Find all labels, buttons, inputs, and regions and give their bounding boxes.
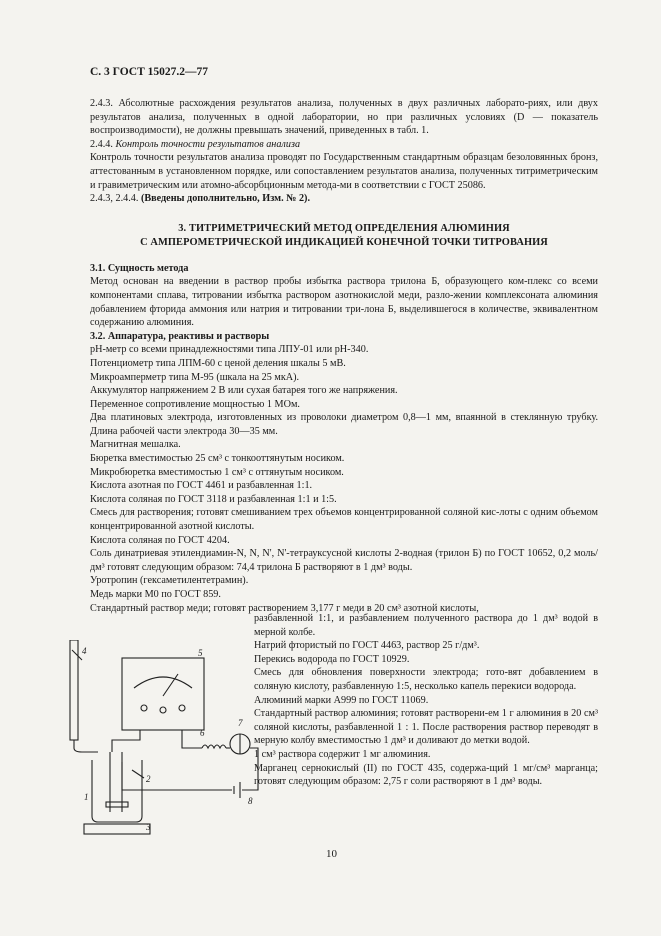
page-header: С. 3 ГОСТ 15027.2—77 bbox=[90, 66, 209, 78]
amendment-note: (Введены дополнительно, Изм. № 2). bbox=[140, 193, 311, 205]
wire bbox=[112, 730, 140, 752]
list-item: Стандартный раствор алюминия; готовят растворени-ем 1 г алюминия в 20 см³ соляной кислоты, разбавленной 1 : 1. После растворения раствор переводят в мерную колбу вместимостью 1 дм³ и доливают до метки водой. bbox=[254, 708, 598, 747]
list-item: Микробюретка вместимостью 1 см³ с оттянутым носиком. bbox=[90, 466, 344, 478]
list-item: Бюретка вместимостью 25 см³ с тонкооттянутым носиком. bbox=[90, 453, 345, 465]
list-item: Кислота азотная по ГОСТ 4461 и разбавленная 1:1. bbox=[90, 480, 313, 492]
figure-label: 7 bbox=[238, 718, 243, 728]
list-item: Микроамперметр типа М-95 (шкала на 25 мкА). bbox=[90, 371, 300, 383]
list-item: Марганец сернокислый (II) по ГОСТ 435, содержа-щий 1 мг/см³ марганца; готовят следующим образом: 2,75 г соли растворяют в 1 дм³ воды. bbox=[254, 762, 598, 788]
figure-label: 8 bbox=[248, 796, 253, 806]
list-item: Кислота соляная по ГОСТ 3118 и разбавленная 1:1 и 1:5. bbox=[90, 493, 337, 505]
figure-label: 5 bbox=[198, 648, 203, 658]
paragraph-text: 2.4.3. Абсолютные расхождения результатов анализа, полученных в двух различных лаборато-риях, или двух результатов анализа, полученных в одной лаборатории, но при различных условиях (D — показатель воспроизводимости), не должны превышать значений, приведенных в табл. 1. bbox=[90, 98, 598, 137]
list-item: Соль динатриевая этилендиамин-N, N, N', N'-тетрауксусной кислоты 2-водная (трилон Б) по ГОСТ 10652, 0,2 моль/дм³ готовят следующим образом: 74,4 трилона Б растворяют в 1 дм³ воды. bbox=[90, 548, 598, 573]
list-item: разбавленной 1:1, и разбавлением полученного раствора до 1 дм³ водой в мерной колбе. bbox=[254, 613, 598, 638]
beaker bbox=[92, 760, 142, 822]
list-item: Смесь для растворения; готовят смешиванием трех объемов концентрированной соляной кис-лоты с одним объемом концентрированной азотной кислоты. bbox=[90, 507, 598, 533]
leader-line bbox=[72, 650, 82, 660]
subsection-3-2-title: 3.2. Аппаратура, реактивы и растворы bbox=[90, 330, 270, 342]
list-item: pH-метр со всеми принадлежностями типа ЛПУ-01 или pH-340. bbox=[90, 344, 369, 356]
main-text bbox=[90, 97, 598, 615]
list-item: Медь марки М0 по ГОСТ 859. bbox=[90, 589, 221, 600]
meter-terminal bbox=[179, 705, 185, 711]
list-item: Уротропин (гексаметилентетрамин). bbox=[90, 575, 249, 587]
list-item: Смесь для обновления поверхности электрода; гото-вят добавлением в соляную кислоту, разбавленную 1:5, несколько капель перекиси водорода. bbox=[254, 667, 598, 692]
wire bbox=[182, 730, 202, 748]
figure-label: 6 bbox=[200, 728, 205, 738]
list-item: Алюминий марки А999 по ГОСТ 11069. bbox=[254, 694, 429, 706]
list-item: Кислота соляная по ГОСТ 4204. bbox=[90, 534, 230, 546]
microammeter bbox=[122, 658, 204, 730]
list-item: Переменное сопротивление мощностью 1 МОм. bbox=[90, 398, 300, 410]
list-item: Аккумулятор напряжением 2 В или сухая батарея того же напряжения. bbox=[90, 385, 398, 397]
section-title bbox=[90, 222, 598, 250]
figure-label: 4 bbox=[82, 646, 87, 656]
paragraph-amendment bbox=[90, 192, 598, 206]
right-column-text bbox=[254, 612, 598, 789]
section-title-line-1: 3. ТИТРИМЕТРИЧЕСКИЙ МЕТОД ОПРЕДЕЛЕНИЯ АЛЮМИНИЯ bbox=[178, 222, 510, 234]
section-title-line-2: С АМПЕРОМЕТРИЧЕСКОЙ ИНДИКАЦИЕЙ КОНЕЧНОЙ ТОЧКИ ТИТРОВАНИЯ bbox=[140, 236, 548, 248]
list-item: Натрий фтористый по ГОСТ 4463, раствор 25 г/дм³. bbox=[254, 640, 480, 652]
burette-tip bbox=[74, 740, 98, 752]
stirrer-bar bbox=[106, 802, 128, 807]
clause-title: Контроль точности результатов анализа bbox=[115, 138, 301, 150]
list-item: Стандартный раствор меди; готовят растворением 3,177 г меди в 20 см³ азотной кислоты, bbox=[90, 602, 479, 614]
list-item: Потенциометр типа ЛПМ-60 с ценой деления шкалы 5 мВ. bbox=[90, 357, 346, 369]
resistor bbox=[202, 745, 226, 748]
figure-label: 3 bbox=[146, 822, 151, 832]
subsection-3-1-title: 3.1. Сущность метода bbox=[90, 262, 189, 274]
meter-terminal bbox=[141, 705, 147, 711]
list-item: Перекись водорода по ГОСТ 10929. bbox=[254, 653, 410, 665]
meter-scale bbox=[134, 677, 192, 688]
paragraph-2-4-3 bbox=[90, 97, 598, 138]
wire bbox=[242, 748, 258, 790]
paragraph-text: Контроль точности результатов анализа проводят по Государственным стандартным образцам безоловянных бронз, аттестованным в установленном порядке, или сопоставлением результатов анализа, полученных титриметрическим и гравиметрическим или атомно-абсорбционным метода-ми в соответствии с ГОСТ 25086. bbox=[90, 152, 598, 191]
subsection-3-1-text: Метод основан на введении в раствор пробы избытка раствора трилона Б, образующего ком-плекс со всеми компонентами сплава, титровании избытка раствором азотнокислой меди, разло-жении комплексоната алюминия добавлением фторида аммония или натрия и титровании три-лона Б, выделившегося в количестве, эквивалентном содержанию алюминия. bbox=[90, 276, 598, 329]
clause-number: 2.4.4. bbox=[90, 138, 113, 150]
paragraph-accuracy-control bbox=[90, 151, 598, 192]
figure-label: 2 bbox=[146, 774, 151, 784]
wire bbox=[122, 762, 232, 790]
list-item: 1 см³ раствора содержит 1 мг алюминия. bbox=[254, 748, 431, 760]
clause-number: 2.4.3, 2.4.4. bbox=[90, 193, 139, 205]
apparatus-diagram bbox=[62, 640, 262, 840]
magnetic-stirrer bbox=[84, 824, 150, 834]
list-item: Два платиновых электрода, изготовленных из проволоки диаметром 0,8—1 мм, впаянной в стеклянную трубку. Длина рабочей части электрода 30—35 мм. bbox=[90, 412, 598, 437]
paragraph-2-4-4-title bbox=[90, 138, 598, 152]
page-number: 10 bbox=[326, 848, 337, 860]
list-item: Магнитная мешалка. bbox=[90, 439, 181, 451]
figure-label: 1 bbox=[84, 792, 89, 802]
meter-terminal bbox=[160, 707, 166, 713]
